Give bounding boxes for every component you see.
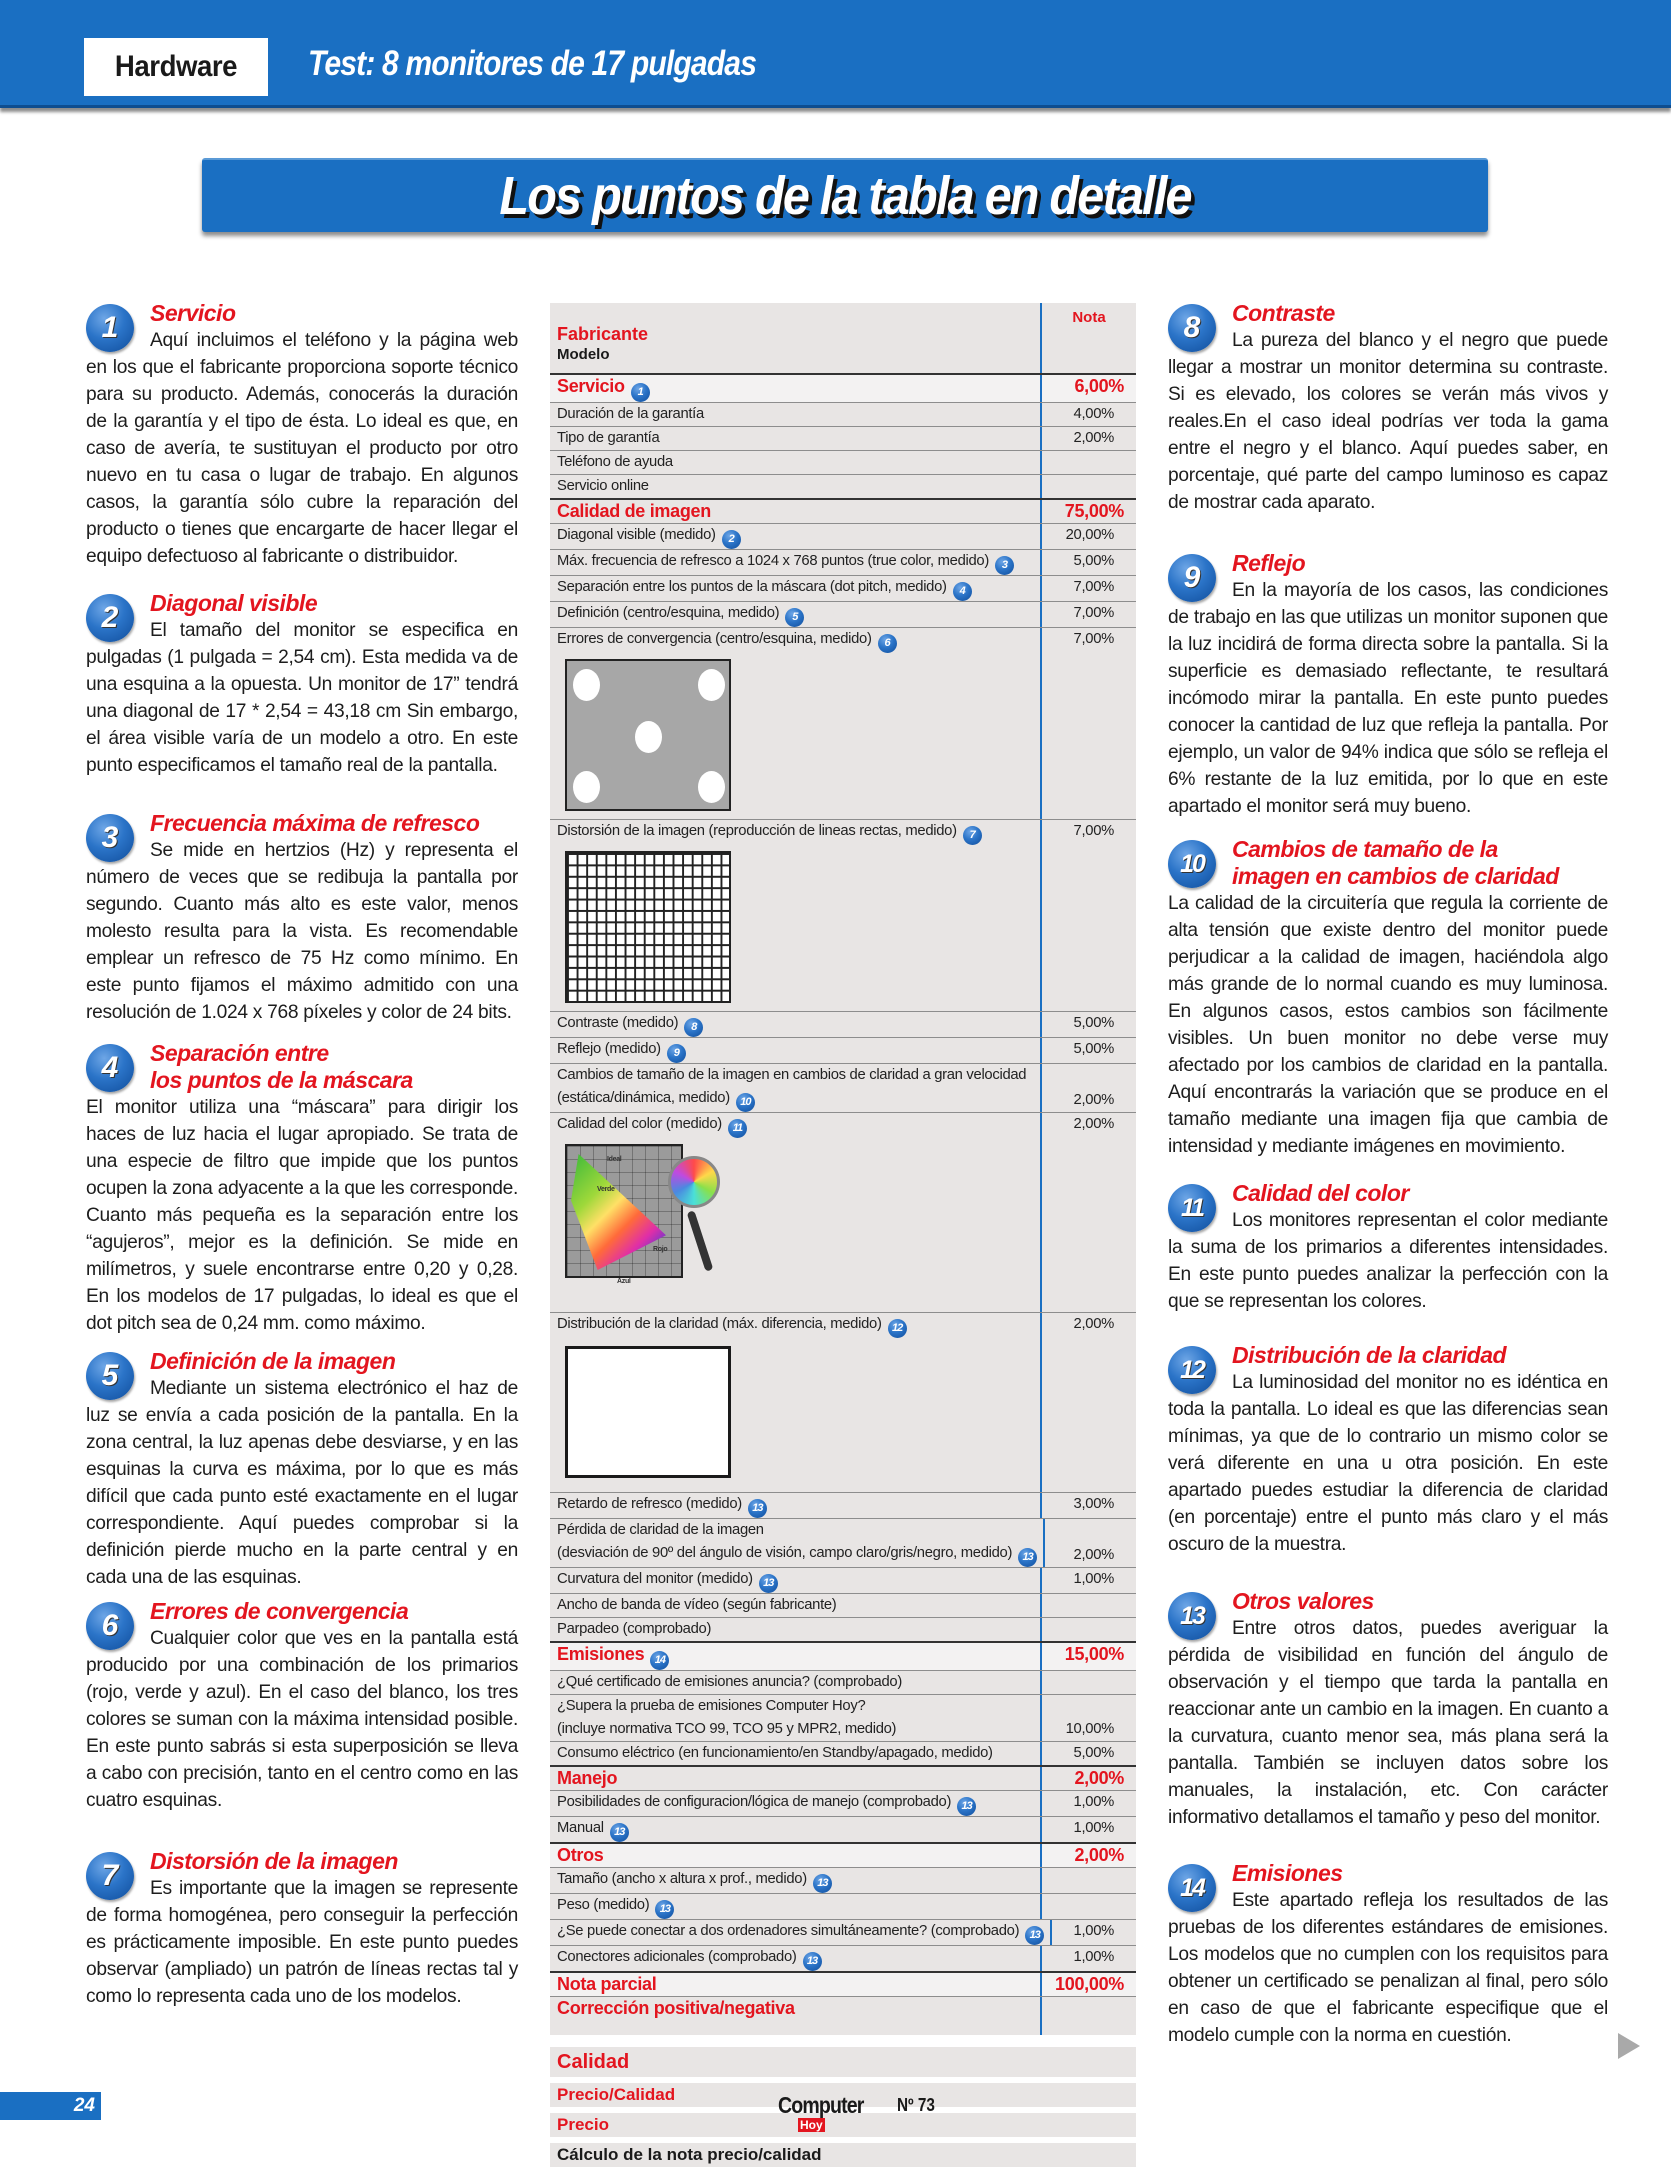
rating-table [550, 303, 1136, 2173]
summary-row: Precio [550, 2113, 1136, 2137]
table-row [550, 524, 1136, 550]
row-label: Diagonal visible (medido) [557, 527, 716, 543]
row-value: 5,00% [1040, 550, 1136, 575]
table-row [550, 1493, 1136, 1519]
entry-body: Cualquier color que ves en la pantalla está producido por una combinación de los primarios (rojo, verde y azul). En el caso del blanco, los tres colores se suman con la máxima intensidad posible. En este punto sabrás si esta superposición se lleva a cabo con precisión, tanto en el centro como en las cuatro esquinas. [86, 1628, 518, 1811]
entry-body: Los monitores representan el color mediante la suma de los primarios a diferentes intensidades. En este punto puedes analizar la perfección con la que se representan los colores. [1168, 1210, 1608, 1312]
reference-badge-icon: 9 [667, 1044, 686, 1063]
reference-badge-icon: 12 [888, 1319, 907, 1338]
entry-body: En la mayoría de los casos, las condiciones de trabajo en las que utilizas un monitor suponen que la luz incidirá de forma directa sobre la pantalla. Si la superficie es demasiado reflectante, te resultará incómodo mirar la pantalla. En este punto puedes conocer la cantidad de luz que refleja la pantalla. Por ejemplo, un valor de 94% indica que sólo se refleja el 6% restante de la luz emitida, por lo que en este apartado el monitor será muy bueno. [1168, 580, 1608, 817]
row-value: 2,00% [1043, 1519, 1136, 1567]
reference-badge-icon: 11 [728, 1119, 747, 1138]
row-value [1040, 1671, 1136, 1694]
row-value: 4,00% [1040, 403, 1136, 426]
page-number: 24 [0, 2092, 101, 2120]
row-value [1040, 475, 1136, 498]
row-label: Curvatura del monitor (medido) [557, 1571, 753, 1587]
table-row [550, 1643, 1136, 1671]
row-value: 2,00% [1040, 1113, 1136, 1312]
row-label: Tipo de garantía [557, 430, 660, 446]
reference-badge-icon: 13 [1025, 1926, 1044, 1945]
row-label: Emisiones [557, 1644, 645, 1664]
row-label-cont: (incluye normativa TCO 99, TCO 95 y MPR2, medido) [557, 1721, 897, 1737]
explanation-entry [86, 590, 518, 779]
explanation-entry [1168, 836, 1608, 1160]
row-label: Consumo eléctrico (en funcionamiento/en Standby/apagado, medido) [557, 1745, 993, 1761]
table-row [550, 1519, 1136, 1568]
row-label: Errores de convergencia (centro/esquina, medido) [557, 631, 872, 647]
row-label: Cambios de tamaño de la imagen en cambios de claridad a gran velocidad [557, 1067, 1027, 1083]
reference-badge-icon: 13 [655, 1900, 674, 1919]
color-gamut-image [565, 1144, 725, 1304]
reference-badge-icon: 13 [610, 1823, 629, 1842]
page-title: Los puntos de la tabla en detalle [499, 166, 1191, 226]
row-label: ¿Supera la prueba de emisiones Computer Hoy? [557, 1698, 866, 1714]
reference-badge-icon: 14 [650, 1651, 669, 1670]
table-row [550, 375, 1136, 403]
row-label: Distorsión de la imagen (reproducción de lineas rectas, medido) [557, 823, 957, 839]
entry-title: Calidad del color [1232, 1180, 1409, 1206]
table-row [550, 1767, 1136, 1791]
table-row [550, 628, 1136, 820]
row-label: Parpadeo (comprobado) [557, 1621, 712, 1637]
table-row [550, 1817, 1136, 1844]
row-label: Definición (centro/esquina, medido) [557, 605, 780, 621]
row-value: 20,00% [1040, 524, 1136, 549]
explanation-entry [86, 810, 518, 1026]
row-label: Nota parcial [557, 1974, 657, 1994]
row-value [1040, 1618, 1136, 1641]
number-badge-icon: 4 [86, 1044, 134, 1092]
main-title-bar [202, 158, 1488, 232]
table-row [550, 500, 1136, 524]
row-label: Reflejo (medido) [557, 1041, 661, 1057]
reference-badge-icon: 4 [953, 582, 972, 601]
row-value: 10,00% [1040, 1695, 1136, 1741]
number-badge-icon: 11 [1168, 1184, 1216, 1232]
table-row [550, 1695, 1136, 1742]
row-value [1040, 1997, 1136, 2035]
table-row [550, 475, 1136, 500]
reference-badge-icon: 7 [963, 826, 982, 845]
row-value: 5,00% [1040, 1742, 1136, 1765]
row-label: Calidad del color (medido) [557, 1116, 722, 1132]
table-row [550, 1618, 1136, 1643]
entry-title: Distorsión de la imagen [150, 1848, 398, 1874]
entry-body: El monitor utiliza una “máscara” para dirigir los haces de luz hacia el lugar apropiado. Se trata de una especie de filtro que impide que los puntos ocupen la zona adyacente a la que les corresponde. Cuanto más pequeña es la separación entre los “agujeros”, mejor es la definición. Se mide en milímetros, y suele encontrarse entre 0,20 y 0,28. En los modelos de 17 pulgadas, lo ideal es que el dot pitch sea de 0,24 mm. como máximo. [86, 1097, 518, 1334]
entry-title: Servicio [150, 300, 236, 326]
reference-badge-icon: 2 [722, 530, 741, 549]
nota-header: Nota [1040, 303, 1136, 373]
row-label: Tamaño (ancho x altura x prof., medido) [557, 1871, 807, 1887]
table-row [550, 1113, 1136, 1313]
summary-row: Cálculo de la nota precio/calidad [550, 2143, 1136, 2167]
table-row [550, 550, 1136, 576]
explanation-entry [86, 1040, 518, 1337]
table-row [550, 1920, 1136, 1946]
brand-logo: Computer [778, 2092, 864, 2118]
reference-badge-icon: 13 [1018, 1548, 1037, 1567]
number-badge-icon: 13 [1168, 1592, 1216, 1640]
row-value [1040, 1868, 1136, 1893]
table-row [550, 1313, 1136, 1493]
row-label: Conectores adicionales (comprobado) [557, 1949, 797, 1965]
entry-title: Diagonal visible [150, 590, 318, 616]
row-value: 5,00% [1040, 1038, 1136, 1063]
number-badge-icon: 9 [1168, 554, 1216, 602]
row-value: 7,00% [1040, 602, 1136, 627]
table-row [550, 1671, 1136, 1695]
entry-title: Otros valores [1232, 1588, 1374, 1614]
row-value: 2,00% [1040, 1844, 1136, 1867]
table-row [550, 1568, 1136, 1594]
row-value: 7,00% [1040, 576, 1136, 601]
row-label: Duración de la garantía [557, 406, 704, 422]
row-label: Retardo de refresco (medido) [557, 1496, 742, 1512]
reference-badge-icon: 13 [813, 1874, 832, 1893]
entry-title: Contraste [1232, 300, 1335, 326]
table-row [550, 820, 1136, 1012]
explanation-entry [86, 1348, 518, 1591]
entry-title-line: imagen en cambios de claridad [1232, 863, 1559, 889]
row-value: 5,00% [1040, 1012, 1136, 1037]
reference-badge-icon: 5 [785, 608, 804, 627]
table-row [550, 1742, 1136, 1767]
issue-number: Nº 73 [897, 2095, 935, 2115]
row-label-cont: (estática/dinámica, medido) [557, 1090, 730, 1106]
magnifier-icon [668, 1156, 720, 1208]
entry-body: Entre otros datos, puedes averiguar la pérdida de visibilidad en función del ángulo de observación y el tiempo que tarda la pantalla en reaccionar ante un cambio en la imagen. En cuanto a la curvatura, cuanto menor sea, más plana será la pantalla. También se incluyen datos sobre los manuales, la instalación, etc. Con carácter informativo detallamos el tamaño y peso del monitor. [1168, 1618, 1608, 1828]
reference-badge-icon: 8 [684, 1018, 703, 1037]
number-badge-icon: 8 [1168, 304, 1216, 352]
entry-title: Emisiones [1232, 1860, 1343, 1886]
row-label: ¿Qué certificado de emisiones anuncia? (comprobado) [557, 1674, 902, 1690]
entry-title: Errores de convergencia [150, 1598, 409, 1624]
row-value: 2,00% [1040, 1064, 1136, 1112]
entry-body: Aquí incluimos el teléfono y la página web en los que el fabricante proporciona soporte técnico para su producto. Además, conocerás la duración de la garantía y el tipo de ésta. Lo ideal es que, en caso de avería, te sustituyan el producto por otro nuevo en tu casa o lugar de trabajo. En algunos casos, la garantía sólo cubre la reparación del producto o tienes que encargarte de hacer llegar el equipo defectuoso al fabricante o distribuidor. [86, 330, 518, 567]
table-row [550, 1038, 1136, 1064]
row-value: 6,00% [1040, 375, 1136, 402]
entry-title: Definición de la imagen [150, 1348, 396, 1374]
entry-body: Mediante un sistema electrónico el haz de luz se envía a cada posición de la pantalla. En la zona central, la luz apenas debe desviarse, y en las esquinas la curva es máxima, por lo que es más difícil que cada punto esté exactamente en el lugar correspondiente. Aquí puedes comprobar si la definición pierde mucho en la parte central y en cada una de las esquinas. [86, 1378, 518, 1588]
row-value: 3,00% [1040, 1493, 1136, 1518]
row-label: Ancho de banda de vídeo (según fabricante) [557, 1597, 837, 1613]
row-value [1040, 1894, 1136, 1919]
next-page-arrow-icon[interactable] [1618, 2033, 1640, 2059]
row-value: 100,00% [1040, 1973, 1136, 1996]
table-row [550, 1894, 1136, 1920]
row-label: Manejo [557, 1768, 618, 1788]
entry-body: La pureza del blanco y el negro que puede llegar a mostrar un monitor determina su contraste. Si es elevado, los colores se verán más vivos y reales.En el caso ideal podrías ver toda la gama entre el negro y el blanco. Aquí puedes saber, en porcentaje, qué parte del campo luminoso es capaz de mostrar cada aparato. [1168, 330, 1608, 513]
number-badge-icon: 7 [86, 1852, 134, 1900]
table-row [550, 1594, 1136, 1618]
table-row [550, 1012, 1136, 1038]
model-label: Modelo [557, 346, 610, 363]
row-value [1040, 451, 1136, 474]
number-badge-icon: 3 [86, 814, 134, 862]
row-label: Otros [557, 1845, 604, 1865]
entry-title: Reflejo [1232, 550, 1306, 576]
table-row [550, 1844, 1136, 1868]
reference-badge-icon: 13 [759, 1574, 778, 1593]
explanation-entry [1168, 300, 1608, 516]
row-value: 7,00% [1040, 628, 1136, 819]
gamut-label: Rojo [653, 1246, 668, 1253]
entry-body: La calidad de la circuitería que regula la corriente de alta tensión que existe dentro del monitor puede perjudicar a la calidad de imagen, haciéndola algo más grande de lo normal cuando es muy luminosa. En algunos casos, estos cambios son fácilmente visibles. Un buen monitor no debe verse muy afectado por los cambios de claridad en la pantalla. Aquí encontrarás la variación que se produce en el tamaño mediante una imagen fija que cambia de intensidad y mediante imágenes en movimiento. [1168, 893, 1608, 1157]
explanation-entry [1168, 550, 1608, 820]
table-row [550, 403, 1136, 427]
explanation-entry [86, 300, 518, 570]
header-title: Test: 8 monitores de 17 pulgadas [308, 44, 757, 83]
table-row [550, 1791, 1136, 1817]
row-label: Peso (medido) [557, 1897, 650, 1913]
explanation-entry [1168, 1342, 1608, 1558]
row-value: 1,00% [1040, 1791, 1136, 1816]
row-value: 75,00% [1040, 500, 1136, 523]
entry-body: La luminosidad del monitor no es idéntica en toda la pantalla. Lo ideal es que las diferencias sean mínimas, ya que de lo contrario un mismo color se verá diferente en una u otra posición. En este apartado puedes estudiar la diferencia de claridad (en porcentaje) entre el punto más claro y el más oscuro de la muestra. [1168, 1372, 1608, 1555]
reference-badge-icon: 6 [878, 634, 897, 653]
row-value: 1,00% [1040, 1568, 1136, 1593]
explanation-entry [86, 1848, 518, 2010]
row-label: Posibilidades de configuracion/lógica de manejo (comprobado) [557, 1794, 952, 1810]
row-value: 1,00% [1050, 1920, 1136, 1945]
row-value: 1,00% [1040, 1817, 1136, 1842]
number-badge-icon: 6 [86, 1602, 134, 1650]
table-body [550, 375, 1136, 2035]
row-label: Pérdida de claridad de la imagen [557, 1522, 764, 1538]
entry-title: Frecuencia máxima de refresco [150, 810, 480, 836]
table-row [550, 1973, 1136, 1997]
distortion-grid-image [565, 851, 731, 1003]
reference-badge-icon: 13 [748, 1499, 767, 1518]
table-row [550, 1997, 1136, 2035]
brightness-test-image [565, 1346, 731, 1478]
row-label: Manual [557, 1820, 604, 1836]
table-row [550, 602, 1136, 628]
convergence-test-image [565, 659, 731, 811]
row-label: Servicio [557, 376, 625, 396]
number-badge-icon: 14 [1168, 1864, 1216, 1912]
row-value: 15,00% [1040, 1643, 1136, 1670]
brand-logo-sub: Hoy [800, 2118, 823, 2132]
explanation-entry [1168, 1860, 1608, 2049]
entry-body: Este apartado refleja los resultados de las pruebas de los diferentes estándares de emisiones. Los modelos que no cumplen con los requisitos para obtener un certificado se penalizan al final, pero sólo en caso de que el fabricante especifique que el modelo cumple con la norma en cuestión. [1168, 1890, 1608, 2046]
entry-title-line: los puntos de la máscara [150, 1067, 413, 1093]
table-row [550, 1946, 1136, 1973]
reference-badge-icon: 13 [957, 1797, 976, 1816]
row-value: 1,00% [1040, 1946, 1136, 1971]
explanation-entry [86, 1598, 518, 1814]
entry-title [1232, 836, 1608, 890]
row-value: 2,00% [1040, 1313, 1136, 1492]
row-label: ¿Se puede conectar a dos ordenadores simultáneamente? (comprobado) [557, 1923, 1020, 1939]
number-badge-icon: 2 [86, 594, 134, 642]
row-label: Corrección positiva/negativa [557, 1998, 795, 2018]
reference-badge-icon: 1 [631, 383, 650, 402]
row-value: 7,00% [1040, 820, 1136, 1011]
row-value: 2,00% [1040, 427, 1136, 450]
row-label: Máx. frecuencia de refresco a 1024 x 768 puntos (true color, medido) [557, 553, 989, 569]
number-badge-icon: 10 [1168, 840, 1216, 888]
entry-title: Distribución de la claridad [1232, 1342, 1507, 1368]
number-badge-icon: 12 [1168, 1346, 1216, 1394]
explanation-entry [1168, 1180, 1608, 1315]
table-header [550, 303, 1136, 375]
row-value: 2,00% [1040, 1767, 1136, 1790]
summary-row: Precio/Calidad [550, 2083, 1136, 2107]
row-label: Contraste (medido) [557, 1015, 679, 1031]
entry-title-line: Cambios de tamaño de la [1232, 836, 1498, 862]
entry-body: Es importante que la imagen se represente de forma homogénea, pero conseguir la perfección es prácticamente imposible. En este punto puedes observar (ampliado) un patrón de líneas rectas tal y como lo representa cada uno de los modelos. [86, 1878, 518, 2007]
table-row [550, 451, 1136, 475]
row-label: Teléfono de ayuda [557, 454, 673, 470]
entry-title-line: Separación entre [150, 1040, 329, 1066]
number-badge-icon: 1 [86, 304, 134, 352]
row-value [1040, 1594, 1136, 1617]
row-label: Calidad de imagen [557, 501, 711, 521]
entry-body: Se mide en hertzios (Hz) y representa el número de veces que se redibuja la pantalla por segundo. Cuanto más alto es este valor, menos molesto resulta para la vista. Es recomendable emplear un refresco de 75 Hz como mínimo. En este punto fijamos el máximo admitido con una resolución de 1.024 x 768 píxeles y color de 24 bits. [86, 840, 518, 1023]
table-row [550, 576, 1136, 602]
row-label: Servicio online [557, 478, 649, 494]
section-tag: Hardware [84, 38, 268, 96]
reference-badge-icon: 13 [803, 1952, 822, 1971]
gamut-label: Azul [617, 1278, 631, 1285]
entry-body: El tamaño del monitor se especifica en pulgadas (1 pulgada = 2,54 cm). Esta medida va de una esquina a la opuesta. Un monitor de 17” tendrá una diagonal de 17 * 2,54 = 43,18 cm Sin embargo, el área visible varía de un modelo a otro. En este punto especificamos el tamaño real de la pantalla. [86, 620, 518, 776]
gamut-label: Ideal [607, 1156, 622, 1163]
row-label: Separación entre los puntos de la máscara (dot pitch, medido) [557, 579, 947, 595]
row-label-cont: (desviación de 90º del ángulo de visión, campo claro/gris/negro, medido) [557, 1545, 1013, 1561]
gamut-label: Verde [597, 1186, 615, 1193]
table-row [550, 1868, 1136, 1894]
table-row [550, 1064, 1136, 1113]
summary-row: Calidad [550, 2047, 1136, 2077]
manufacturer-label: Fabricante [557, 324, 649, 344]
entry-title [150, 1040, 518, 1094]
reference-badge-icon: 3 [995, 556, 1014, 575]
number-badge-icon: 5 [86, 1352, 134, 1400]
row-label: Distribución de la claridad (máx. diferencia, medido) [557, 1316, 882, 1332]
reference-badge-icon: 10 [736, 1093, 755, 1112]
table-row [550, 427, 1136, 451]
explanation-entry [1168, 1588, 1608, 1831]
